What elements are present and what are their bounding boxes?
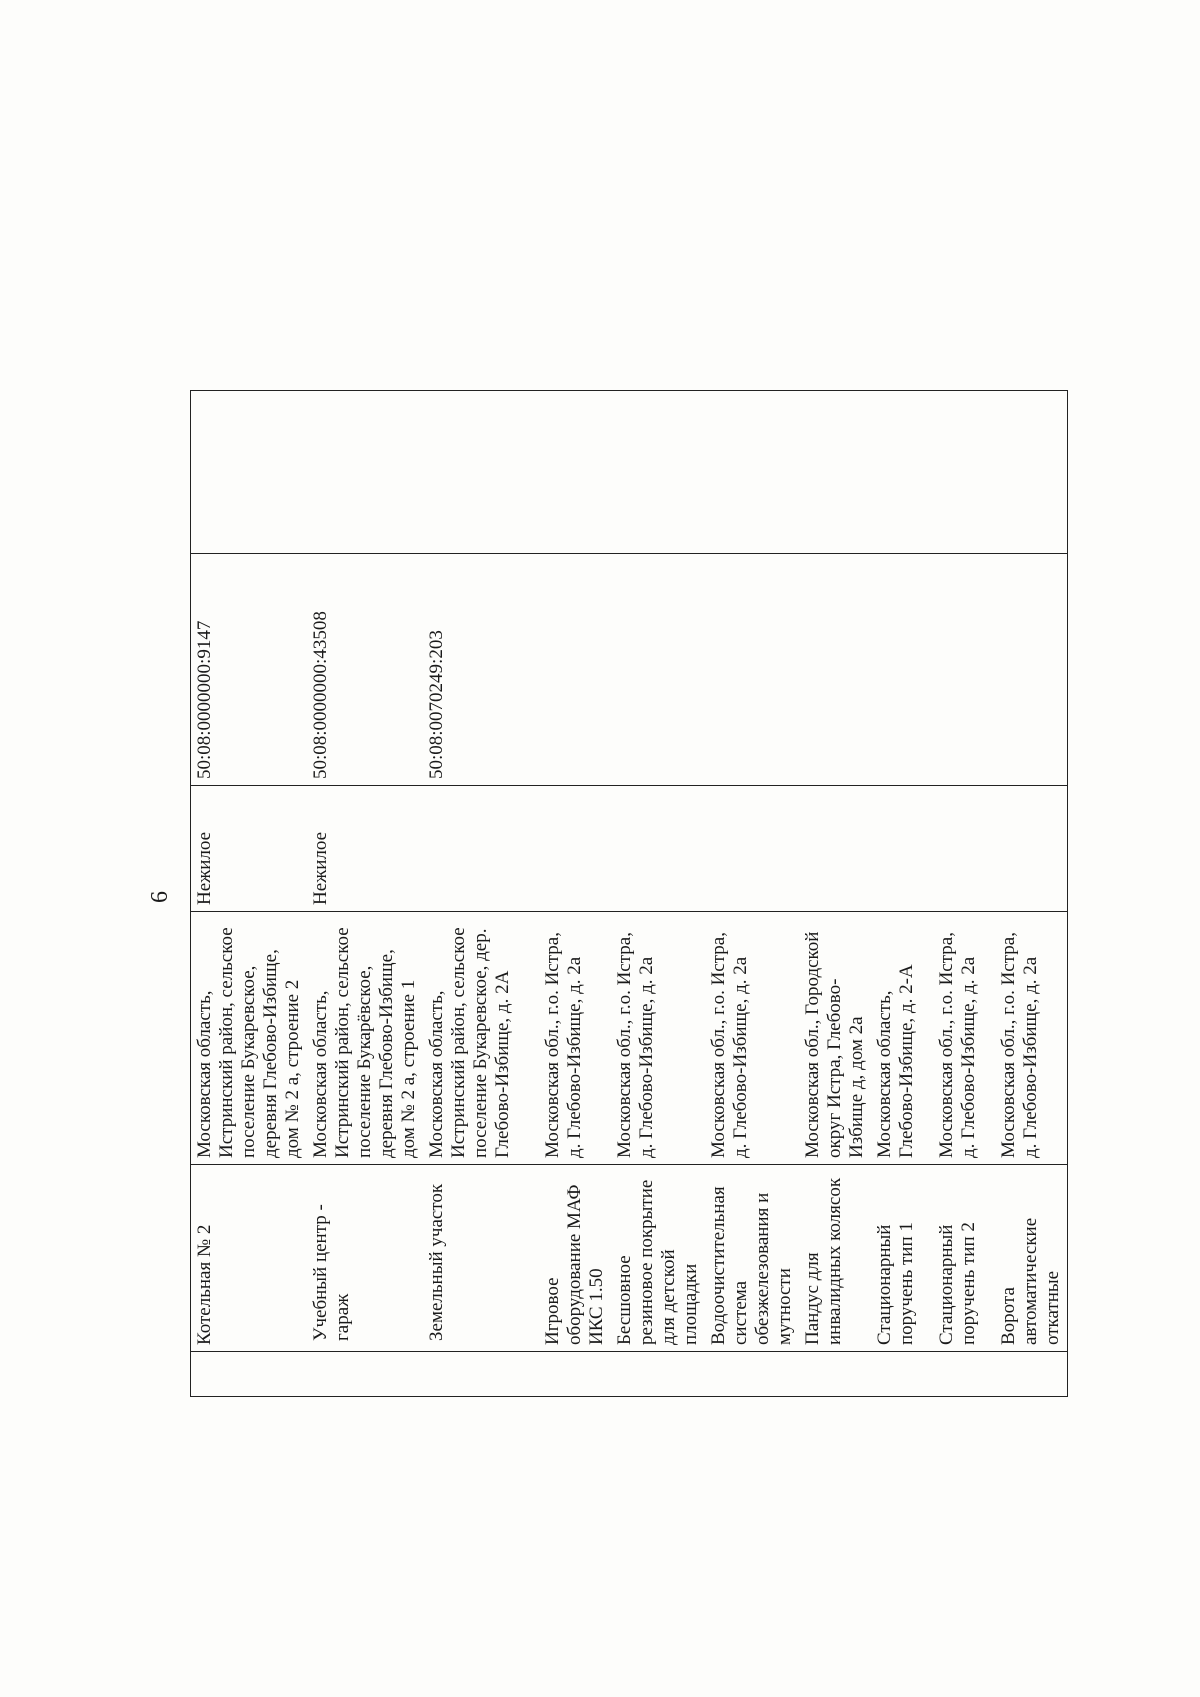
index-cell — [611, 1352, 705, 1397]
cadastral-number-cell — [995, 554, 1068, 786]
index-cell — [191, 1352, 308, 1397]
notes-cell — [933, 391, 995, 554]
notes-cell — [995, 391, 1068, 554]
index-cell — [933, 1352, 995, 1397]
object-name-cell: Стационарный поручень тип 2 — [933, 1165, 995, 1352]
table-row — [423, 391, 539, 1397]
premises-type-cell — [933, 786, 995, 912]
object-name-cell — [423, 1165, 539, 1352]
table-row — [539, 391, 611, 1397]
premises-type-cell: Нежилое — [307, 786, 423, 912]
cadastral-number-cell — [611, 554, 705, 786]
object-name-text: Учебный центр - гараж — [310, 1204, 353, 1341]
address-cell: Московская область, Истринский район, сельское поселение Букарёвское, деревня Глебово-Избище, дом № 2 а, строение 1 — [307, 912, 423, 1165]
address-cell: Московская обл., Городской округ Истра, Глебово-Избище д, дом 2а — [799, 912, 871, 1165]
notes-cell — [871, 391, 933, 554]
premises-type-cell — [539, 786, 611, 912]
premises-type-cell: Нежилое — [191, 786, 308, 912]
object-name-cell: Бесшовное резиновое покрытие для детской площадки — [611, 1165, 705, 1352]
premises-type-cell — [799, 786, 871, 912]
object-name-cell: Ворота автоматические откатные — [995, 1165, 1068, 1352]
table-row — [799, 391, 871, 1397]
cadastral-number-cell — [539, 554, 611, 786]
cadastral-number-cell: 50:08:0000000:9147 — [191, 554, 308, 786]
index-cell — [539, 1352, 611, 1397]
premises-type-cell — [611, 786, 705, 912]
address-cell: Московская область, Истринский район, сельское поселение Букаревское, дер. Глебово-Избище, д. 2А — [423, 912, 539, 1165]
address-cell: Московская обл., г.о. Истра, д. Глебово-Избище, д. 2а — [539, 912, 611, 1165]
object-name-cell: Котельная № 2 — [191, 1165, 308, 1352]
object-name-cell — [307, 1165, 423, 1352]
table-row — [307, 391, 423, 1397]
notes-cell — [611, 391, 705, 554]
notes-cell — [705, 391, 799, 554]
index-cell — [871, 1352, 933, 1397]
index-cell — [705, 1352, 799, 1397]
cadastral-number-cell — [871, 554, 933, 786]
cadastral-number-cell: 50:08:0070249:203 — [423, 554, 539, 786]
address-cell: Московская обл., г.о. Истра, д. Глебово-Избище, д. 2а — [611, 912, 705, 1165]
cadastral-number-cell — [933, 554, 995, 786]
index-cell — [799, 1352, 871, 1397]
cadastral-number-cell — [705, 554, 799, 786]
premises-type-cell — [871, 786, 933, 912]
index-cell — [307, 1352, 423, 1397]
address-cell: Московская обл., г.о. Истра, д. Глебово-Избище, д. 2а — [995, 912, 1068, 1165]
cadastral-number-cell — [799, 554, 871, 786]
property-table — [190, 390, 1068, 1397]
object-name-cell: Водоочистительная система обезжелезования и мутности — [705, 1165, 799, 1352]
notes-cell — [799, 391, 871, 554]
object-name-text: Земельный участок — [426, 1183, 447, 1341]
index-cell — [995, 1352, 1068, 1397]
notes-cell — [539, 391, 611, 554]
address-cell: Московская обл., г.о. Истра, д. Глебово-Избище, д. 2а — [933, 912, 995, 1165]
object-name-cell: Игровое оборудование МАФ ИКС 1.50 — [539, 1165, 611, 1352]
notes-cell — [423, 391, 539, 554]
object-name-cell: Пандус для инвалидных колясок — [799, 1165, 871, 1352]
table-row — [191, 391, 308, 1397]
address-cell: Московская обл., г.о. Истра, д. Глебово-Избище, д. 2а — [705, 912, 799, 1165]
premises-type-cell — [705, 786, 799, 912]
notes-cell — [191, 391, 308, 554]
address-cell: Московская область, Истринский район, сельское поселение Букаревское, деревня Глебово-Избище, дом № 2 а, строение 2 — [191, 912, 308, 1165]
table-row — [705, 391, 799, 1397]
table-row — [995, 391, 1068, 1397]
table-row — [933, 391, 995, 1397]
cadastral-number-cell: 50:08:0000000:43508 — [307, 554, 423, 786]
index-cell — [423, 1352, 539, 1397]
page-number: 6 — [147, 891, 173, 903]
premises-type-cell — [423, 786, 539, 912]
object-name-cell: Стационарный поручень тип 1 — [871, 1165, 933, 1352]
address-cell: Московская область, Глебово-Избище, д. 2-А — [871, 912, 933, 1165]
notes-cell — [307, 391, 423, 554]
table-row — [871, 391, 933, 1397]
premises-type-cell — [995, 786, 1068, 912]
rotated-document — [140, 397, 1063, 1397]
table-row — [611, 391, 705, 1397]
